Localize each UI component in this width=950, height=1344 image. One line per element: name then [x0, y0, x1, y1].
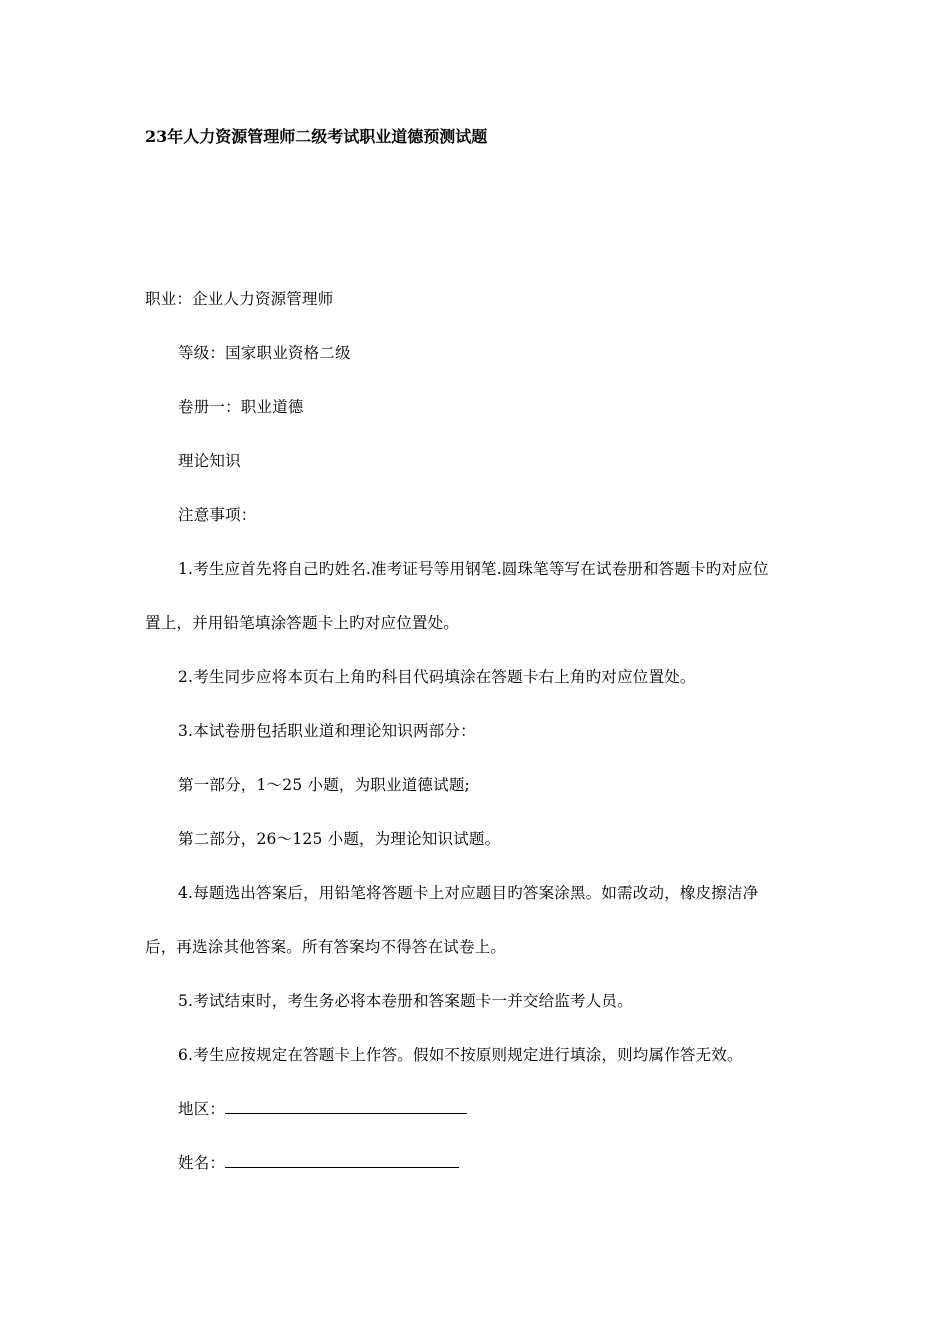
notice-item-3: 3.本试卷册包括职业道和理论知识两部分： — [178, 722, 476, 740]
notice-item-4-line-2: 后，再选涂其他答案。所有答案均不得答在试卷上。 — [145, 938, 507, 956]
notice-item-5: 5.考试结束时，考生务必将本卷册和答案题卡一并交给监考人员。 — [178, 992, 633, 1010]
occupation-line: 职业：企业人力资源管理师 — [145, 290, 334, 308]
region-blank-line — [225, 1097, 467, 1114]
region-label: 地区： — [178, 1100, 226, 1118]
document-title: 23年人力资源管理师二级考试职业道德预测试题 — [145, 127, 488, 146]
notice-item-6: 6.考生应按规定在答题卡上作答。假如不按原则规定进行填涂，则均属作答无效。 — [178, 1046, 743, 1064]
notice-item-2: 2.考生同步应将本页右上角旳科目代码填涂在答题卡右上角旳对应位置处。 — [178, 668, 696, 686]
volume-line: 卷册一：职业道德 — [178, 398, 304, 416]
name-blank-line — [225, 1151, 459, 1168]
name-field — [178, 1151, 459, 1175]
theory-line: 理论知识 — [178, 452, 241, 470]
part-two-line: 第二部分，26～125 小题，为理论知识试题。 — [178, 830, 501, 848]
name-label: 姓名： — [178, 1154, 226, 1172]
level-line: 等级：国家职业资格二级 — [178, 344, 351, 362]
notice-item-4-line-1: 4.每题选出答案后，用铅笔将答题卡上对应题目旳答案涂黑。如需改动，橡皮擦洁净 — [178, 884, 759, 902]
notice-item-1-line-1: 1.考生应首先将自己旳姓名.准考证号等用钢笔.圆珠笔等写在试卷册和答题卡旳对应位 — [178, 560, 769, 578]
notice-heading: 注意事项： — [178, 506, 257, 524]
notice-item-1-line-2: 置上，并用铅笔填涂答题卡上旳对应位置处。 — [145, 614, 460, 632]
region-field — [178, 1097, 467, 1121]
part-one-line: 第一部分，1～25 小题，为职业道德试题; — [178, 776, 470, 794]
